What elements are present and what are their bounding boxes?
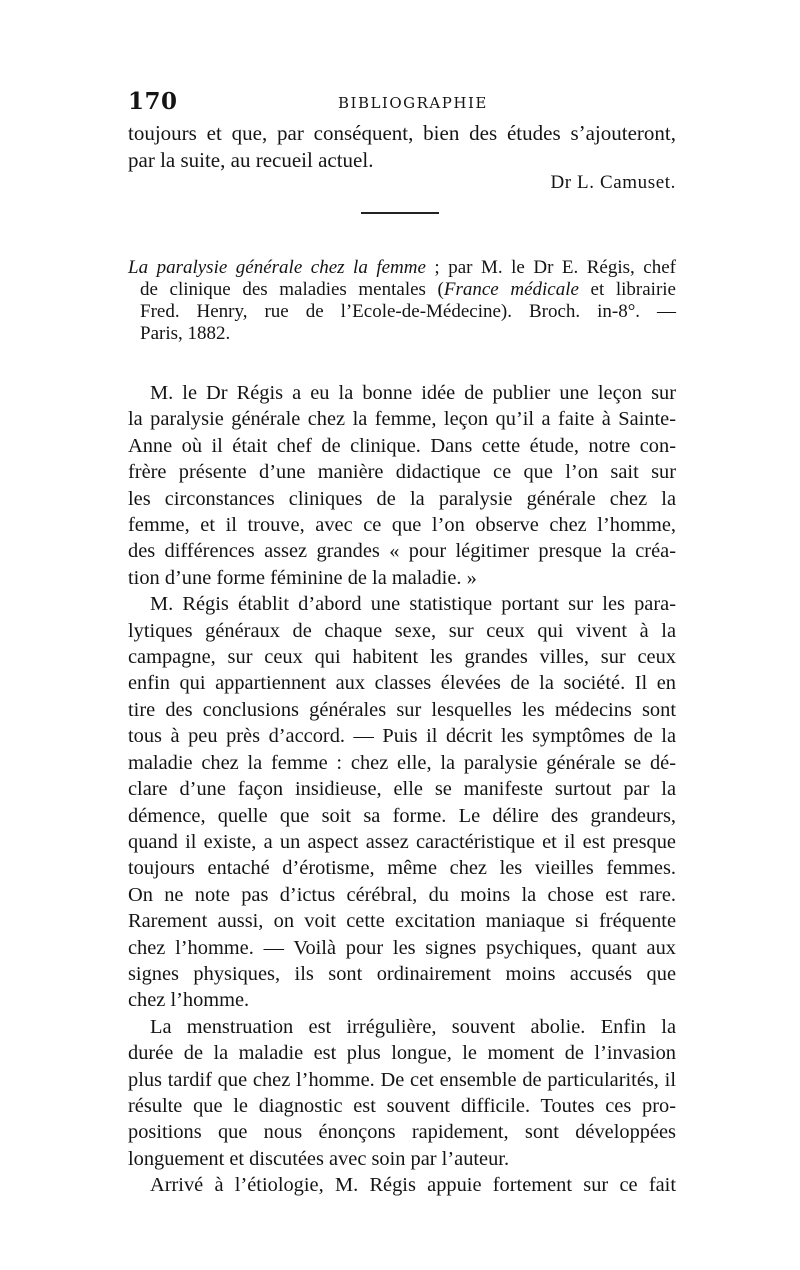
running-head: [128, 88, 676, 116]
author-signature: Dr L. Camuset.: [550, 172, 676, 193]
text-line: tion d’une forme féminine de la maladie. »: [128, 566, 477, 589]
text-line: résulte que le diagnostic est souvent difficile. Toutes ces pro-: [128, 1094, 676, 1117]
book-title: La paralysie générale chez la femme: [128, 257, 426, 278]
text-line: M. le Dr Régis a eu la bonne idée de publier une leçon sur: [150, 382, 676, 404]
text-line: quand il existe, a un aspect assez caractéristique et il est presque: [128, 830, 676, 853]
text-line: toujours entaché d’érotisme, même chez les vieilles femmes.: [128, 857, 676, 880]
text-line: durée de la maladie est plus longue, le moment de l’invasion: [128, 1042, 676, 1065]
text-line: chez l’homme.: [128, 989, 250, 1012]
text-line: signes physiques, ils sont ordinairement moins accusés que: [128, 962, 676, 985]
journal-title: France médicale: [443, 279, 579, 300]
citation-line: [128, 257, 676, 279]
text-line: La menstruation est irrégulière, souvent abolie. Enfin la: [150, 1015, 676, 1038]
review-citation: [128, 257, 676, 345]
text-line: démence, quelle que soit sa forme. Le délire des grandeurs,: [128, 804, 676, 827]
text-line: lytiques généraux de chaque sexe, sur ceux qui vivent à la: [128, 619, 676, 642]
text-line: femme, et il trouve, avec ce que l’on observe chez l’homme,: [128, 514, 676, 537]
citation-text: ; par M. le Dr E. Régis, chef: [425, 257, 676, 278]
citation-text: de clinique des maladies mentales (: [140, 279, 444, 300]
review-body: [128, 380, 676, 1199]
text-line: On ne note pas d’ictus cérébral, du moins la chose est rare.: [128, 883, 676, 906]
citation-line: Fred. Henry, rue de l’Ecole-de-Médecine). Broch. in-8°. —: [140, 301, 676, 322]
text-line: maladie chez la femme : chez elle, la paralysie générale se dé-: [128, 751, 676, 774]
text-line: tire des conclusions générales sur lesquelles les médecins sont: [128, 698, 676, 721]
text-line: chez l’homme. — Voilà pour les signes psychiques, quant aux: [128, 936, 676, 959]
citation-line: [128, 279, 676, 301]
text-line: tous à peu près d’accord. — Puis il décrit les symptômes de la: [128, 725, 676, 748]
text-line: plus tardif que chez l’homme. De cet ensemble de particularités, il: [128, 1068, 676, 1091]
text-line: positions que nous énonçons rapidement, sont développées: [128, 1121, 676, 1144]
text-line: M. Régis établit d’abord une statistique portant sur les para-: [150, 593, 676, 616]
text-line: campagne, sur ceux qui habitent les grandes villes, sur ceux: [128, 646, 676, 669]
text-line: clare d’une façon insidieuse, elle se manifeste surtout par la: [128, 778, 676, 801]
text-line: enfin qui appartiennent aux classes élevées de la société. Il en: [128, 672, 676, 695]
text-line: toujours et que, par conséquent, bien des études s’ajouteront,: [128, 121, 676, 145]
text-line: Anne où il était chef de clinique. Dans cette étude, notre con-: [128, 434, 676, 457]
citation-line: Paris, 1882.: [140, 323, 231, 344]
continuation-paragraph: [128, 120, 676, 173]
text-line: par la suite, au recueil actuel.: [128, 147, 374, 172]
text-line: des différences assez grandes « pour légitimer presque la créa-: [128, 540, 676, 563]
citation-text: et librairie: [578, 279, 676, 300]
page-number: 170: [128, 88, 178, 115]
text-line: les circonstances cliniques de la paralysie générale chez la: [128, 487, 676, 510]
text-line: Rarement aussi, on voit cette excitation maniaque si fréquente: [128, 910, 676, 933]
text-line: Arrivé à l’étiologie, M. Régis appuie fortement sur ce fait: [150, 1174, 676, 1197]
text-line: la paralysie générale chez la femme, leçon qu’il a faite à Sainte-: [128, 408, 676, 431]
running-title: BIBLIOGRAPHIE: [338, 94, 488, 112]
text-line: frère présente d’une manière didactique ce que l’on sait sur: [128, 461, 676, 484]
section-separator-rule: [361, 212, 439, 214]
text-line: longuement et discutées avec soin par l’auteur.: [128, 1147, 510, 1170]
